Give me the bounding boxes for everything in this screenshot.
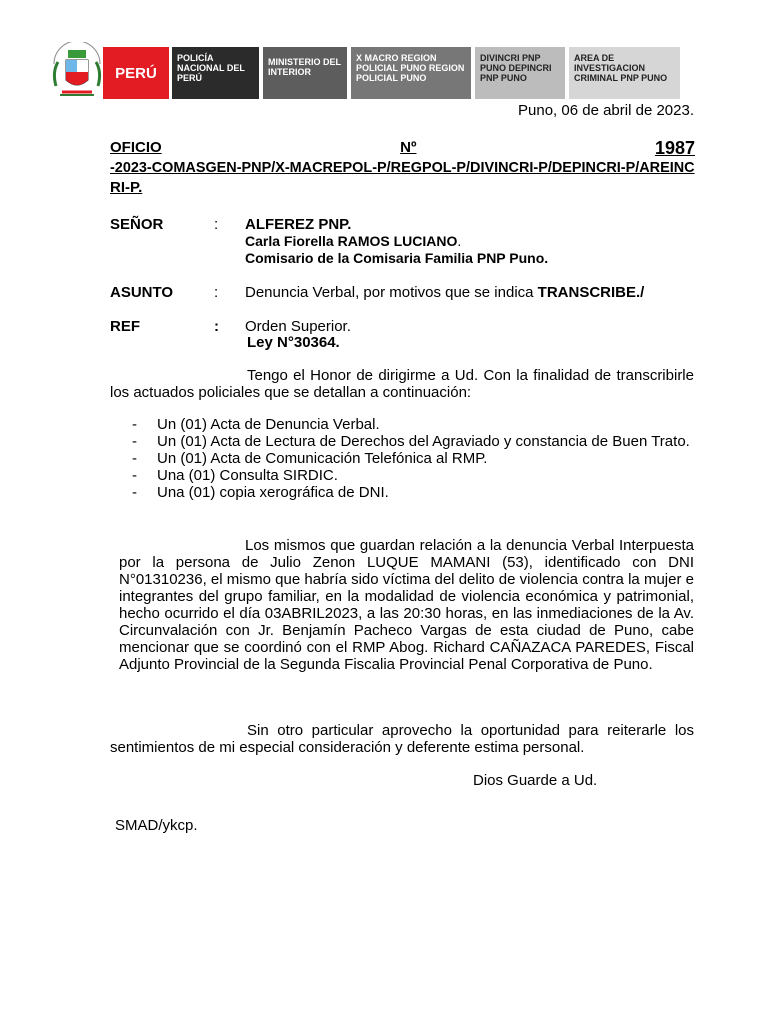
asunto-label: ASUNTO (110, 284, 174, 301)
ref-label: REF (110, 318, 140, 335)
oficio-number-label: Nº (400, 139, 417, 156)
closing-salutation: Dios Guarde a Ud. (473, 772, 598, 789)
oficio-code: -2023-COMASGEN-PNP/X-MACREPOL-P/REGPOL-P/DIVINCRI-P/DEPINCRI-P/AREINC (110, 159, 695, 176)
intro-paragraph: Tengo el Honor de dirigirme a Ud. Con la finalidad de transcribirle los actuados policiales que se detallan a continuación: (110, 367, 694, 401)
senor-label: SEÑOR (110, 216, 164, 233)
oficio-number: 1987 (654, 138, 695, 158)
asunto-colon: : (214, 284, 219, 301)
senor-colon: : (214, 216, 219, 233)
closing-paragraph: Sin otro particular aprovecho la oportunidad para reiterarle los sentimientos de mi especial consideración y deferente estima personal. (110, 722, 694, 756)
document-date: Puno, 06 de abril de 2023. (518, 102, 694, 119)
attachments-list (110, 416, 695, 501)
list-item: - Un (01) Acta de Lectura de Derechos del Agraviado y constancia de Buen Trato. (110, 433, 695, 450)
oficio-label: OFICIO (110, 139, 162, 156)
addressee-position: Comisario de la Comisaria Familia PNP Puno. (245, 250, 549, 266)
national-coat-of-arms-icon (50, 42, 104, 100)
ref-order: Orden Superior. (245, 318, 351, 335)
list-item: - Una (01) Consulta SIRDIC. (110, 467, 695, 484)
header-box-divincri: DIVINCRI PNP PUNO DEPINCRI PNP PUNO (475, 47, 565, 99)
header-box-ministerio: MINISTERIO DEL INTERIOR (263, 47, 347, 99)
ref-law: Ley N°30364. (247, 334, 340, 351)
list-item: - Un (01) Acta de Comunicación Telefónica al RMP. (110, 450, 695, 467)
header-box-area-investigacion: AREA DE INVESTIGACION CRIMINAL PNP PUNO (569, 47, 680, 99)
oficio-reference (110, 138, 695, 198)
list-item: - Un (01) Acta de Denuncia Verbal. (110, 416, 695, 433)
asunto-text: Denuncia Verbal, por motivos que se indica (245, 284, 538, 301)
header-box-policia: POLICÍA NACIONAL DEL PERÚ (172, 47, 259, 99)
addressee-rank: ALFEREZ PNP. (245, 216, 352, 233)
addressee-name-dot: . (457, 233, 462, 249)
ref-colon: : (214, 318, 219, 335)
header-box-macro-region: X MACRO REGION POLICIAL PUNO REGION POLICIAL PUNO (351, 47, 471, 99)
list-item: - Una (01) copia xerográfica de DNI. (110, 484, 695, 501)
peru-brand-label: PERÚ (103, 47, 169, 99)
reference-initials: SMAD/ykcp. (115, 817, 198, 834)
addressee-name: Carla Fiorella RAMOS LUCIANO (245, 233, 458, 249)
letterhead (0, 0, 768, 105)
oficio-code-end: RI-P. (110, 179, 143, 196)
asunto-text-line (245, 284, 644, 301)
incident-paragraph: Los mismos que guardan relación a la denuncia Verbal Interpuesta por la persona de Julio Zenon LUQUE MAMANI (53), identificado con DNI N°01310236, el mismo que habría sido víctima del delito de violencia contra la mujer e integrantes del grupo familiar, en la modalidad de violencia económica y patrimonial, hecho ocurrido el día 03ABRIL2023, a las 20:30 horas, en las inmediaciones de la Av. Circunvalación con Jr. Benjamín Pacheco Vargas de esta ciudad de Puno, cabe mencionar que se coordinó con el RMP Abog. Richard CAÑAZACA PAREDES, Fiscal Adjunto Provincial de la Segunda Fiscalia Provincial Penal Corporativa de Puno. (119, 537, 694, 673)
asunto-bold: TRANSCRIBE./ (537, 284, 645, 301)
addressee-name-line (245, 233, 461, 250)
